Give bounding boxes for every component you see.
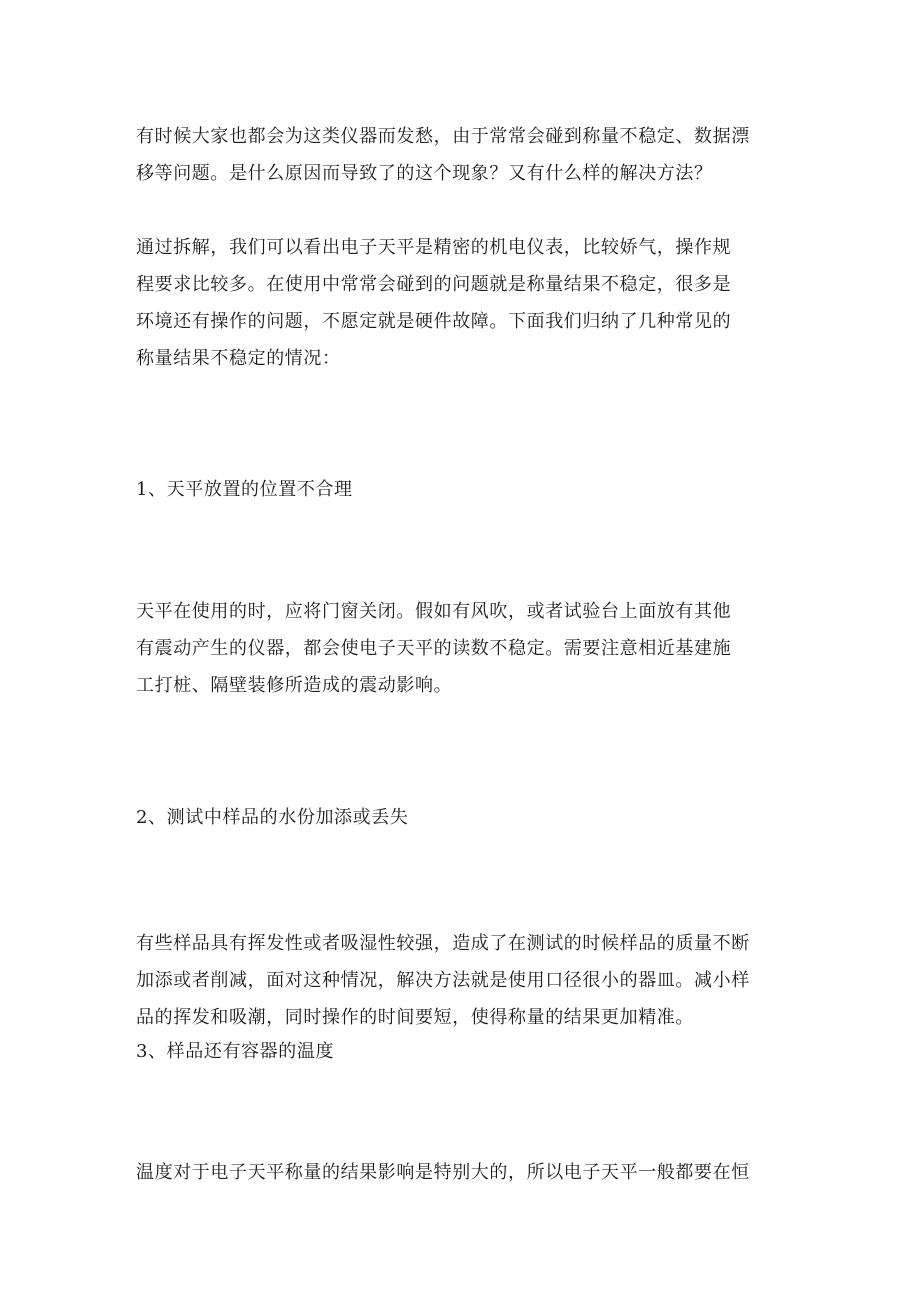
intro-paragraph [136,118,796,192]
section-heading-2: 2、测试中样品的水份加添或丢失 [136,807,409,828]
temperature-paragraph [136,1154,796,1191]
moisture-paragraph [136,925,796,1036]
disassembly-paragraph [136,229,796,377]
paragraph-line: 环境还有操作的问题，不愿定就是硬件故障。下面我们归纳了几种常见的 [136,311,732,332]
paragraph-line: 有些样品具有挥发性或者吸湿性较强，造成了在测试的时候样品的质量不断 [136,933,750,954]
paragraph-line: 天平在使用的时，应将门窗关闭。假如有风吹，或者试验台上面放有其他 [136,601,732,622]
paragraph-line: 加添或者削减，面对这种情况，解决方法就是使用口径很小的器皿。减小样 [136,970,750,991]
paragraph-line: 品的挥发和吸潮，同时操作的时间要短，使得称量的结果更加精准。 [136,1007,694,1028]
paragraph-line: 温度对于电子天平称量的结果影响是特别大的，所以电子天平一般都要在恒 [136,1162,750,1183]
section-heading-1: 1、天平放置的位置不合理 [136,479,353,500]
paragraph-line: 通过拆解，我们可以看出电子天平是精密的机电仪表，比较娇气，操作规 [136,237,732,258]
placement-paragraph [136,593,796,704]
paragraph-line: 移等问题。是什么原因而导致了的这个现象？又有什么样的解决方法？ [136,163,713,184]
paragraph-line: 工打桩、隔壁装修所造成的震动影响。 [136,675,453,696]
paragraph-line: 有时候大家也都会为这类仪器而发愁，由于常常会碰到称量不稳定、数据漂 [136,126,750,147]
paragraph-line: 有震动产生的仪器，都会使电子天平的读数不稳定。需要注意相近基建施 [136,638,732,659]
paragraph-line: 称量结果不稳定的情况： [136,348,341,369]
section-heading-3: 3、样品还有容器的温度 [136,1041,335,1062]
paragraph-line: 程要求比较多。在使用中常常会碰到的问题就是称量结果不稳定，很多是 [136,274,732,295]
